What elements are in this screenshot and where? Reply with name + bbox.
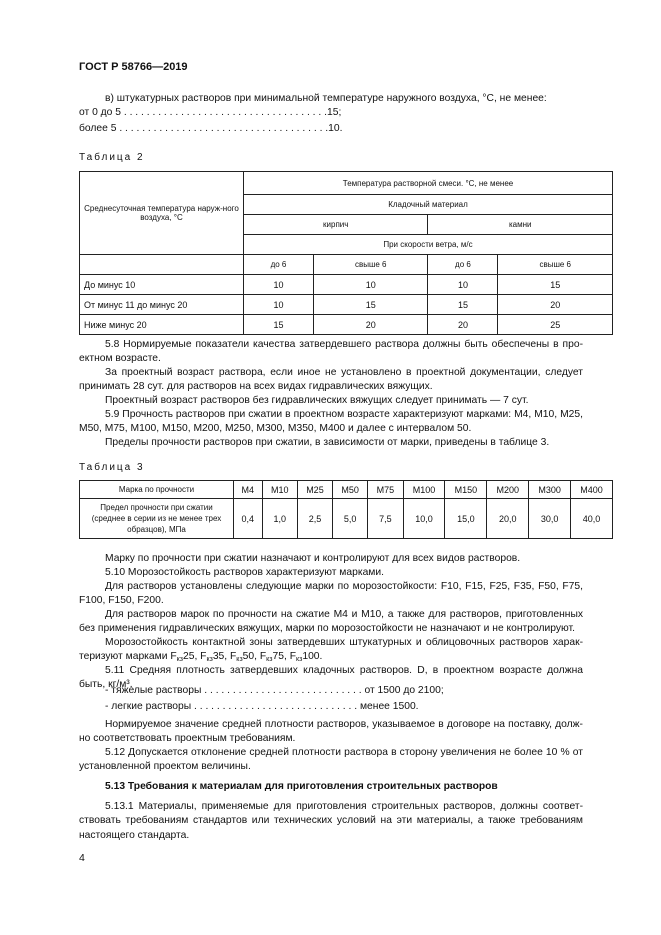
table2-row-header: Среднесуточная температура наруж-ного воздуха, °С [80,172,244,255]
para-density-norm: Нормируемое значение средней плотности растворов, указываемое в договоре на поставку, долж-но соответствовать проектным требованиям. [79,719,583,745]
density-heavy-value: от 1500 до 2100; [364,685,444,696]
table3-value: 0,4 [234,499,263,539]
table3-mark: М25 [297,481,332,499]
table2-wind-header: При скорости ветра, м/с [244,235,613,255]
table2-wind-cell: свыше 6 [498,255,613,275]
table2-cell: 10 [244,295,314,315]
table2-cell: 10 [244,275,314,295]
section-5-13-heading: 5.13 Требования к материалам для приготовления строительных растворов [105,781,498,792]
table2-brick: кирпич [244,215,428,235]
table3-row-label: Предел прочности при сжатии (среднее в серии из не менее трех образцов), МПа [80,499,234,539]
table2-row-label: Ниже минус 20 [80,315,244,335]
table3-mark: М75 [368,481,403,499]
table3-value: 15,0 [445,499,487,539]
table2-cell: 20 [313,315,427,335]
table3-value: 7,5 [368,499,403,539]
table3-header-label: Марка по прочности [80,481,234,499]
intro-row-1-value: 15; [326,107,342,118]
subscript: кз [266,656,273,664]
leader-dots: . . . . . . . . . . . . . . . . . . . . . . . . . . . . . [191,701,360,712]
table3-mark: М10 [262,481,297,499]
table2-blank-cell [80,255,244,275]
subscript: кз [295,656,303,664]
table3-value: 20,0 [487,499,529,539]
para-5-12: 5.12 Допускается отклонение средней плотности раствора в сторону увеличения не более 10 % от установленной проектом величины. [79,747,583,773]
table2-wind-cell: до 6 [428,255,498,275]
para-strength-limits: Пределы прочности растворов при сжатии, в зависимости от марки, приведены в таблице 3. [105,437,550,448]
para-contact-zone: Морозостойкость контактной зоны затвердевших штукатурных и облицовочных растворов харак-теризуют марками $F_{кз}25$, $F_{кз}35$, $F_{кз}50$, $F_{кз}75$, $F_{кз}100$. [79,637,583,664]
table2-row-label: От минус 11 до минус 20 [80,295,244,315]
para-5-10: 5.10 Морозостойкость растворов характеризуют марками. [105,567,384,578]
contact-zone-mark: 100. [302,651,323,663]
table-row [80,315,613,335]
para-project-age: За проектный возраст раствора, если иное не установлено в проектной документации, следует принимать 28 сут. для растворов на всех видах гидравлических вяжущих. [79,367,583,393]
item-v: в) штукатурных растворов при минимальной температуре наружного воздуха, °С, не менее: [105,93,547,104]
table2-cell: 25 [498,315,613,335]
contact-zone-mark: 35 [212,651,225,663]
intro-row-1-label: от 0 до 5 [79,107,121,118]
table2-cell: 15 [313,295,427,315]
table3-mark: М150 [445,481,487,499]
table3-value: 5,0 [333,499,368,539]
contact-zone-mark: 75 [272,651,284,663]
table2-wind-cell: свыше 6 [313,255,427,275]
density-light-value: менее 1500. [359,701,419,712]
table2-cell: 15 [244,315,314,335]
table2-col-header: Температура растворной смеси. °С, не менее [244,172,613,195]
para-mark-assign: Марку по прочности при сжатии назначают и контролируют для всех видов растворов. [105,553,521,564]
density-light-label: - легкие растворы [105,701,192,712]
table3-mark: М300 [529,481,571,499]
subscript: кз [236,656,243,664]
density-heavy-label: - тяжелые растворы [105,685,202,696]
intro-row-2-label: более 5 [79,123,117,134]
contact-zone-text: Морозостойкость контактной зоны затвердевших штукатурных и облицовочных растворов харак-теризуют марками F [79,637,583,663]
table3-mark: М100 [403,481,445,499]
contact-zone-mark: 50 [242,651,255,663]
table3-mark: М50 [333,481,368,499]
table2-cell: 10 [313,275,427,295]
table2-cell: 20 [428,315,498,335]
contact-zone-mark: 25 [182,651,195,663]
table2-cell: 15 [498,275,613,295]
table2-stone: камни [428,215,613,235]
table2-cell: 20 [498,295,613,315]
table2-row-label: До минус 10 [80,275,244,295]
para-frost-exceptions: Для растворов марок по прочности на сжатие М4 и М10, а также для растворов, приготовленных без применения гидравлических вяжущих, марки по морозостойкости не назначают и не контролируют. [79,609,583,635]
density-light [105,700,419,714]
para-5-11: 5.11 Средняя плотность затвердевших кладочных растворов. D, в проектном возрасте должна быть, кг/м³. [79,665,583,691]
para-project-age-no-hydraulic: Проектный возраст растворов без гидравлических вяжущих следует принимать — 7 сут. [105,395,529,406]
table3-mark: М4 [234,481,263,499]
table-row [80,275,613,295]
para-frost-marks: Для растворов установлены следующие марки по морозостойкости: F10, F15, F25, F35, F50, F75, F100, F150, F200. [79,581,583,607]
table2-wind-cell: до 6 [244,255,314,275]
density-heavy [105,684,444,698]
table3-value: 1,0 [262,499,297,539]
intro-row-1 [79,106,341,120]
table2-caption: Таблица 2 [79,152,145,163]
table3-value: 30,0 [529,499,571,539]
table3-mark: М200 [487,481,529,499]
document-header: ГОСТ Р 58766—2019 [79,61,188,73]
leader-dots: . . . . . . . . . . . . . . . . . . . . . . . . . . . . . . . . . . . . . [116,123,329,134]
table-row [80,295,613,315]
table2-cell: 15 [428,295,498,315]
table3-value: 40,0 [571,499,613,539]
para-5-13-1: 5.13.1 Материалы, применяемые для приготовления строительных растворов, должны соответ-ствовать требованиям стандартов или технических условий на эти материалы, а также требованиям настоящего стандарта. [79,801,583,841]
table-row [80,499,613,539]
intro-row-2-value: 10. [328,123,343,134]
leader-dots: . . . . . . . . . . . . . . . . . . . . . . . . . . . . . . . . . . . . [121,107,327,118]
table3-value: 10,0 [403,499,445,539]
table3-value: 2,5 [297,499,332,539]
subscript: кз [176,656,183,664]
table2-cell: 10 [428,275,498,295]
table3-mark: М400 [571,481,613,499]
subscript: кз [206,656,213,664]
table3-caption: Таблица 3 [79,462,145,473]
page-number: 4 [79,852,85,864]
para-5-9: 5.9 Прочность растворов при сжатии в проектном возрасте характеризуют марками: М4, М10, М25, М50, М75, М100, М150, М200, М250, М300, М350, М400 и далее с интервалом 50. [79,409,583,435]
table-3 [79,480,613,539]
leader-dots: . . . . . . . . . . . . . . . . . . . . . . . . . . . . [201,685,365,696]
table-2 [79,171,613,335]
intro-row-2 [79,122,342,136]
para-5-8: 5.8 Нормируемые показатели качества затвердевшего раствора должны быть обеспечены в про-ектном возрасте. [79,339,583,365]
table2-material-header: Кладочный материал [244,195,613,215]
